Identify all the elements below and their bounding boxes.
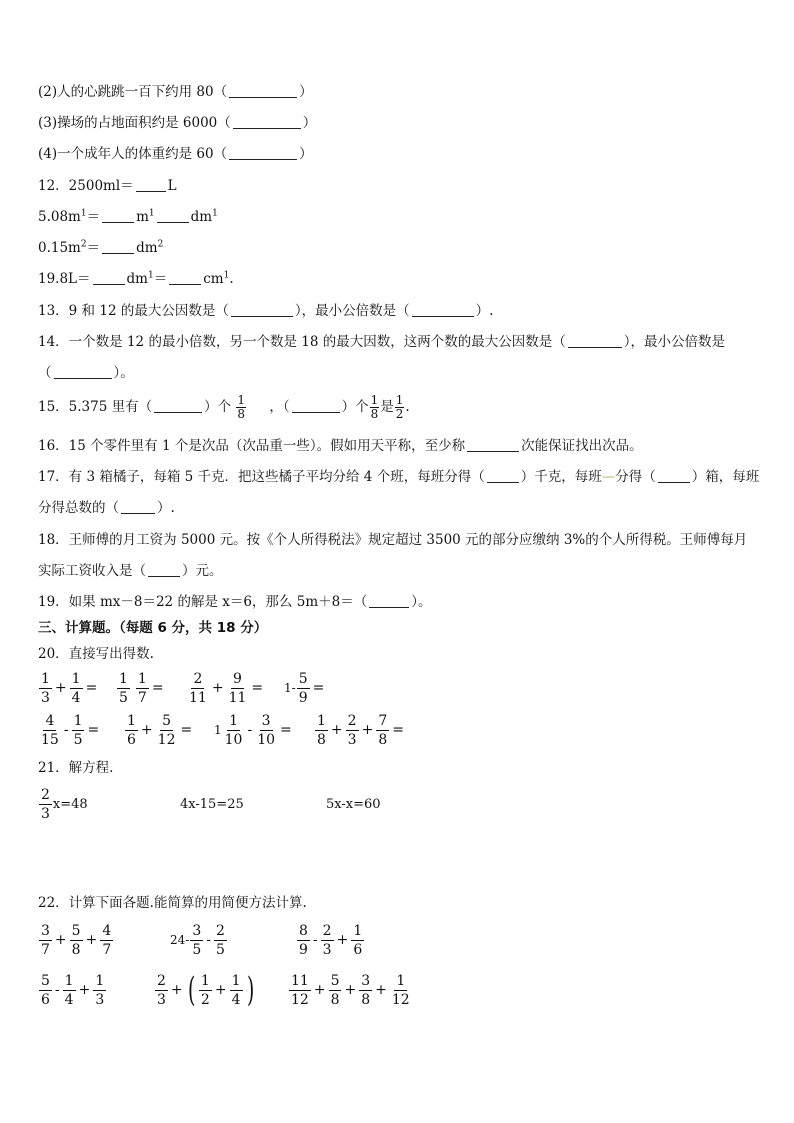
expression: $\frac{1}{6}$ + $\frac{5}{12}$ = (127, 712, 193, 748)
fraction: $\frac{1}{2}$ (395, 393, 404, 421)
q11-part2: (2)人的心跳跳一百下约用 80（ ） (38, 84, 313, 100)
answer-blank[interactable] (467, 437, 519, 452)
expression: $\frac{2}{11}$ + $\frac{9}{11}$ = (189, 670, 264, 706)
q11-part3: (3)操场的占地面积约是 6000（ ） (38, 115, 317, 131)
answer-blank[interactable] (157, 208, 189, 223)
q11-part4: (4)一个成年人的体重约是 60（ ） (38, 146, 313, 162)
q18-line2: 实际工资收入是（ ）元。 (38, 563, 223, 579)
q18-line1: 18．王师傅的月工资为 5000 元。按《个人所得税法》规定超过 3500 元的部分应缴纳 3%的个人所得税。王师傅每月 (38, 532, 748, 548)
q21-title: 21．解方程. (38, 760, 114, 776)
section-heading: 三、计算题。（每题 6 分，共 18 分） (38, 620, 268, 636)
q11-part3-text: (3)操场的占地面积约是 6000（ (38, 115, 231, 131)
q12-line3: $0.15m^2= dm^2$ (38, 239, 164, 256)
q12-line1: 12．2500ml＝ L (38, 178, 177, 194)
answer-blank[interactable] (487, 468, 519, 483)
equation: $\frac{2}{3}$ x=48 (41, 786, 88, 822)
answer-blank[interactable] (229, 145, 297, 160)
q11-part4-text: (4)一个成年人的体重约是 60（ (38, 146, 228, 162)
equation: 4x-15=25 (180, 796, 244, 812)
fraction: $\frac{1}{8}$ (370, 393, 379, 421)
expression: $\frac{3}{7}$ + $\frac{5}{8}$ + $\frac{4}{7}$ (41, 922, 112, 958)
q16: 16．15 个零件里有 1 个是次品（次品重一些）。假如用天平称，至少称 次能保证找出次品。 (38, 438, 643, 454)
expression: $\frac{4}{15}$ - $\frac{1}{5}$ = (41, 712, 100, 748)
expression: $\frac{1}{5}$ $\frac{1}{7}$ = (119, 670, 164, 706)
answer-blank[interactable] (568, 333, 622, 348)
answer-blank[interactable] (412, 302, 474, 317)
expression: $\frac{1}{8}$ + $\frac{2}{3}$ + $\frac{7}{8}$ = (317, 712, 404, 748)
q17-line1: 17．有 3 箱橘子，每箱 5 千克．把这些橘子平均分给 4 个班，每班分得（ ）千克，每班—分得（ ）箱，每班 (38, 469, 760, 485)
answer-blank[interactable] (148, 562, 180, 577)
q17-line2: 分得总数的（ ）. (38, 500, 175, 516)
expression: $\frac{11}{12}$ + $\frac{5}{8}$ + $\frac{3}{8}$ + $\frac{1}{12}$ (291, 972, 410, 1008)
q12-line2: $5.08m^1= m^1$ $dm^1$ (38, 208, 218, 225)
answer-blank[interactable] (233, 114, 301, 129)
answer-blank[interactable] (229, 83, 297, 98)
q12-line4: $19.8L= dm^1= cm^1$. (38, 270, 234, 287)
answer-blank[interactable] (231, 302, 293, 317)
expression: $\frac{2}{3}$ + ( $\frac{1}{2}$ + $\frac{1}{4}$ ) (157, 970, 254, 1010)
q14-line1: 14．一个数是 12 的最小倍数，另一个数是 18 的最大因数，这两个数的最大公因数是（ ），最小公倍数是 (38, 334, 725, 350)
expression: 24- $\frac{3}{5}$ - $\frac{2}{5}$ (170, 922, 225, 958)
expression: $\frac{5}{6}$ - $\frac{1}{4}$ + $\frac{1}{3}$ (41, 972, 105, 1008)
answer-blank[interactable] (102, 208, 134, 223)
expression: 1 $\frac{1}{10}$ - $\frac{3}{10}$ = (214, 712, 292, 748)
answer-blank[interactable] (369, 593, 409, 608)
fraction: $\frac{1}{8}$ (237, 393, 246, 421)
q15: 15．5.375 里有（ ）个 $\frac{1}{8}$ ，（ ）个 $\frac{1}{8}$ 是 $\frac{1}{2}$ . (38, 393, 410, 421)
answer-blank[interactable] (136, 177, 166, 192)
q22-title: 22．计算下面各题.能简算的用简便方法计算. (38, 895, 307, 911)
q19: 19．如果 mx－8＝22 的解是 x＝6，那么 5m＋8＝（ ）。 (38, 594, 432, 610)
answer-blank[interactable] (102, 239, 134, 254)
answer-blank[interactable] (658, 468, 690, 483)
q14-line2: （ ）。 (38, 365, 134, 381)
answer-blank[interactable] (121, 499, 155, 514)
answer-blank[interactable] (54, 364, 112, 379)
answer-blank[interactable] (93, 270, 125, 285)
answer-blank[interactable] (292, 398, 340, 413)
expression: $\frac{1}{3}$ + $\frac{1}{4}$ = (41, 670, 98, 706)
q13: 13．9 和 12 的最大公因数是（ ），最小公倍数是（ ）. (38, 303, 494, 319)
q20-title: 20．直接写出得数. (38, 646, 154, 662)
expression: $\frac{8}{9}$ - $\frac{2}{3}$ + $\frac{1}{6}$ (299, 922, 363, 958)
answer-blank[interactable] (154, 398, 202, 413)
q11-part2-text: (2)人的心跳跳一百下约用 80（ (38, 84, 228, 100)
expression: 1- $\frac{5}{9}$ = (284, 670, 325, 706)
answer-blank[interactable] (169, 270, 201, 285)
equation: 5x-x=60 (326, 796, 381, 812)
